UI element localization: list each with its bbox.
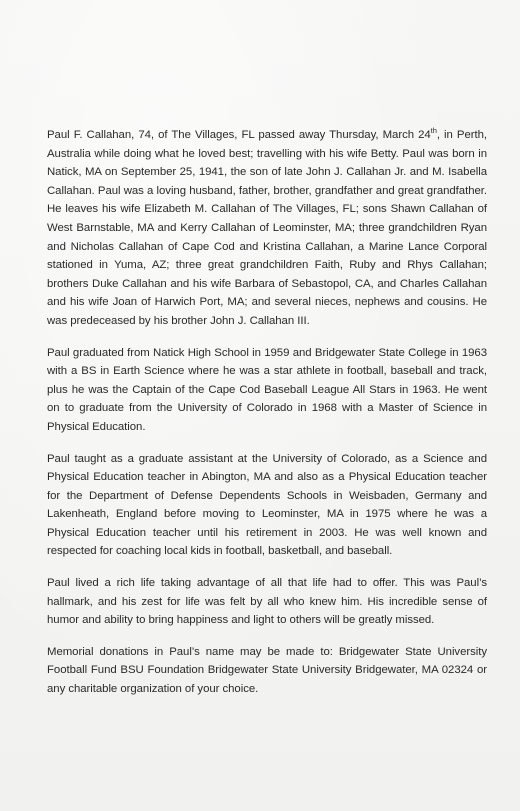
paragraph-1-start: Paul F. Callahan, 74, of The Villages, FL passed away Thursday, March 24 <box>47 129 431 141</box>
obituary-text <box>47 126 487 712</box>
paragraph-3: Paul taught as a graduate assistant at the University of Colorado, as a Science and Physical Education teacher in Abington, MA and also as a Physical Education teacher for the Department of Defense Dependents Schools in Weisbaden, Germany and Lakenheath, England before moving to Leominster, MA in 1975 where he was a Physical Education teacher until his retirement in 2003. He was well known and respected for coaching local kids in football, basketball, and baseball. <box>47 452 487 558</box>
ordinal-suffix: th <box>430 126 437 136</box>
paragraph-2: Paul graduated from Natick High School in 1959 and Bridgewater State College in 1963 with a BS in Earth Science where he was a star athlete in football, baseball and track, plus he was the Captain of the Cape Cod Baseball League All Stars in 1963. He went on to graduate from the University of Colorado in 1968 with a Master of Science in Physical Education. <box>47 346 487 433</box>
paragraph-4: Paul lived a rich life taking advantage of all that life had to offer. This was Paul’s hallmark, and his zest for life was felt by all who knew him. His incredible sense of humor and ability to bring happiness and light to others will be greatly missed. <box>47 577 487 627</box>
paragraph-1-rest: , in Perth, Australia while doing what he loved best; travelling with his wife Betty. Paul was born in Natick, MA on September 25, 1941, the son of late John J. Callahan Jr. and M. Isabella Callahan. Paul was a loving husband, father, brother, grandfather and great grandfather. He leaves his wife Elizabeth M. Callahan of The Villages, FL; sons Shawn Callahan of West Barnstable, MA and Kerry Callahan of Leominster, MA; three grandchildren Ryan and Nicholas Callahan of Cape Cod and Kristina Callahan, a Marine Lance Corporal stationed in Yuma, AZ; three great grandchildren Faith, Ruby and Rhys Callahan; brothers Duke Callahan and his wife Barbara of Sebastopol, CA, and Charles Callahan and his wife Joan of Harwich Port, MA; and several nieces, nephews and cousins. He was predeceased by his brother John J. Callahan III. <box>47 129 487 327</box>
paragraph-5: Memorial donations in Paul’s name may be made to: Bridgewater State University Football Fund BSU Foundation Bridgewater State University Bridgewater, MA 02324 or any charitable organization of your choice. <box>47 645 487 696</box>
paragraph-1 <box>47 126 487 331</box>
